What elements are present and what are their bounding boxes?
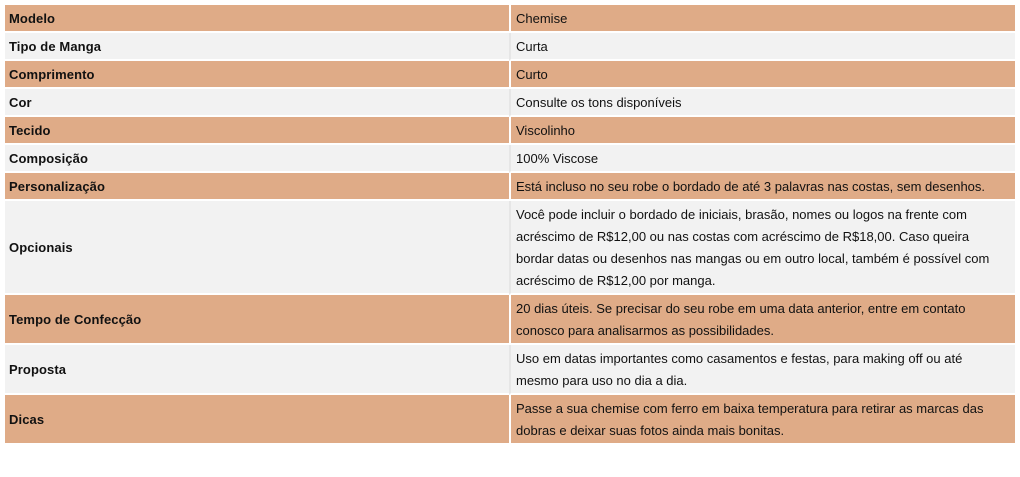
spec-value-proposta: Uso em datas importantes como casamentos e festas, para making off ou até mesmo para uso no dia a dia. — [509, 345, 1015, 395]
table-row — [5, 295, 1015, 345]
spec-label-proposta: Proposta — [5, 345, 509, 395]
table-row — [5, 395, 1015, 445]
spec-value-dicas: Passe a sua chemise com ferro em baixa temperatura para retirar as marcas das dobras e deixar suas fotos ainda mais bonitas. — [509, 395, 1015, 445]
spec-label-personalizacao: Personalização — [5, 173, 509, 201]
table-row — [5, 201, 1015, 295]
table-row — [5, 145, 1015, 173]
spec-value-opcionais: Você pode incluir o bordado de iniciais, brasão, nomes ou logos na frente com acréscimo de R$12,00 ou nas costas com acréscimo de R$18,00. Caso queira bordar datas ou desenhos nas mangas ou em outro local, também é possível com acréscimo de R$12,00 por manga. — [509, 201, 1015, 295]
table-row — [5, 117, 1015, 145]
table-row — [5, 61, 1015, 89]
spec-label-comprimento: Comprimento — [5, 61, 509, 89]
spec-label-cor: Cor — [5, 89, 509, 117]
spec-label-tecido: Tecido — [5, 117, 509, 145]
spec-label-tempo-de-confeccao: Tempo de Confecção — [5, 295, 509, 345]
spec-value-comprimento: Curto — [509, 61, 1015, 89]
spec-label-composicao: Composição — [5, 145, 509, 173]
table-row — [5, 33, 1015, 61]
table-row — [5, 5, 1015, 33]
spec-value-tecido: Viscolinho — [509, 117, 1015, 145]
table-row — [5, 345, 1015, 395]
spec-label-dicas: Dicas — [5, 395, 509, 445]
spec-value-cor: Consulte os tons disponíveis — [509, 89, 1015, 117]
spec-value-modelo: Chemise — [509, 5, 1015, 33]
table-row — [5, 173, 1015, 201]
table-row — [5, 89, 1015, 117]
spec-label-opcionais: Opcionais — [5, 201, 509, 295]
spec-value-tempo-de-confeccao: 20 dias úteis. Se precisar do seu robe em uma data anterior, entre em contato conosco para analisarmos as possibilidades. — [509, 295, 1015, 345]
spec-label-modelo: Modelo — [5, 5, 509, 33]
spec-value-tipo-de-manga: Curta — [509, 33, 1015, 61]
spec-value-composicao: 100% Viscose — [509, 145, 1015, 173]
spec-value-personalizacao: Está incluso no seu robe o bordado de até 3 palavras nas costas, sem desenhos. — [509, 173, 1015, 201]
product-spec-table — [5, 5, 1015, 445]
spec-label-tipo-de-manga: Tipo de Manga — [5, 33, 509, 61]
